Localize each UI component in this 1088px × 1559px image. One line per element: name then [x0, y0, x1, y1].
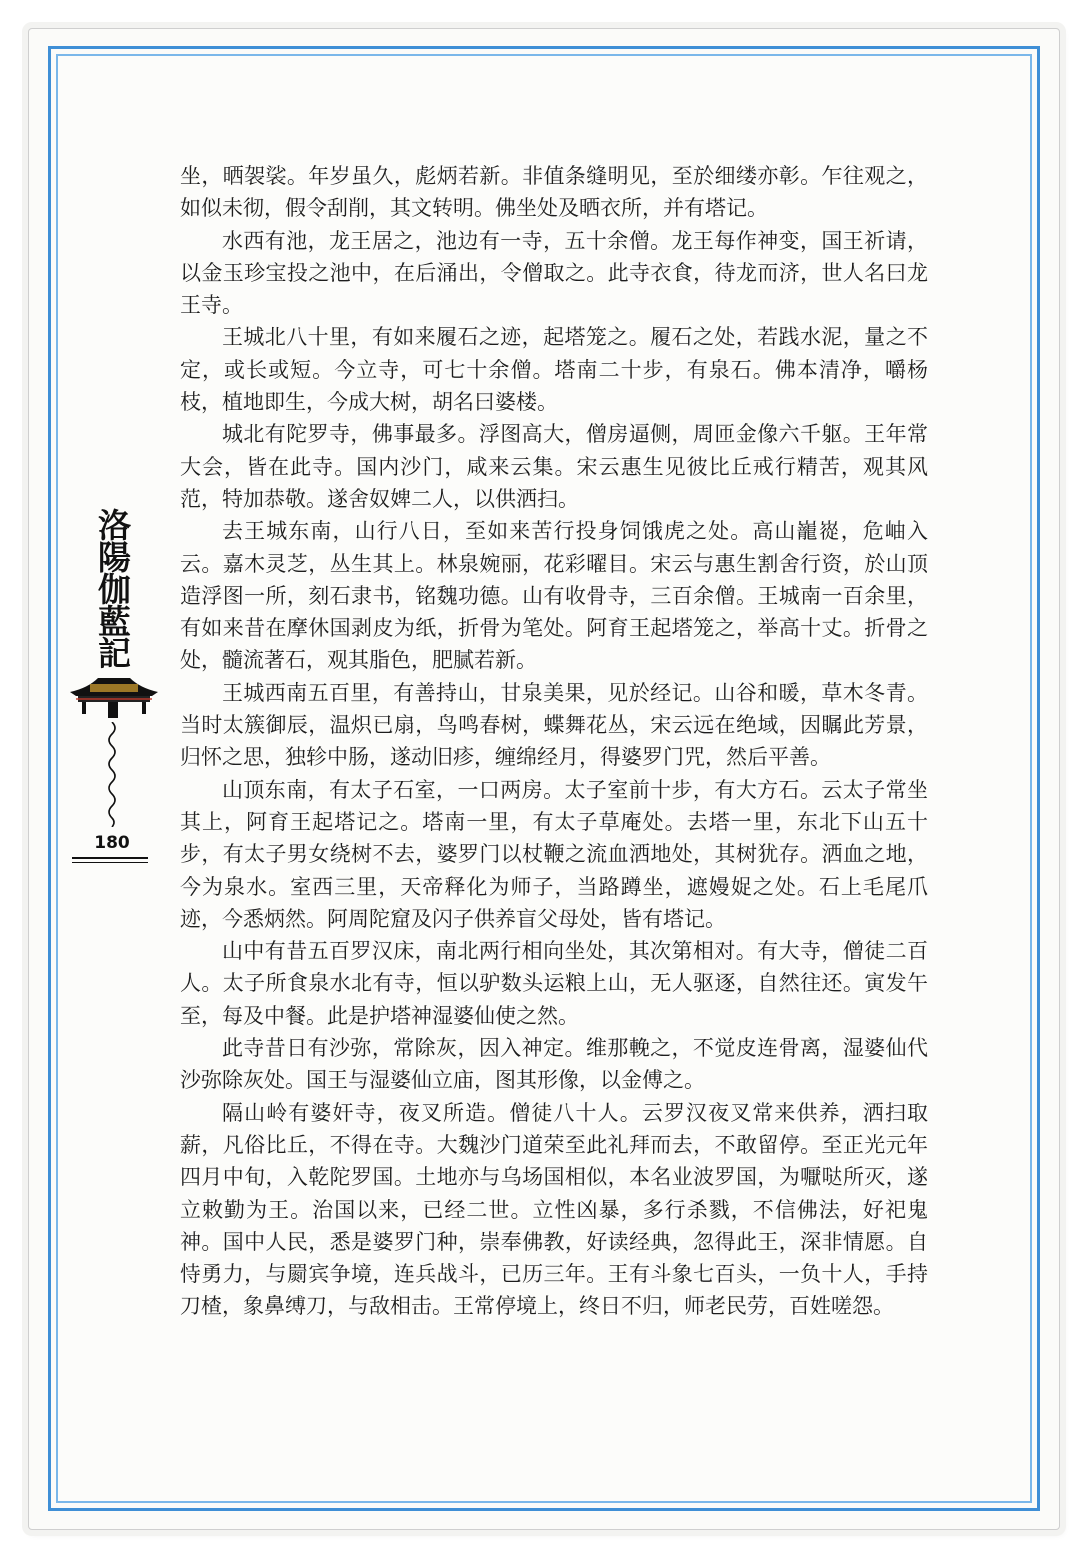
paragraph: 王城西南五百里，有善持山，甘泉美果，见於经记。山谷和暖，草木冬青。当时太簇御辰，温炽已扇，鸟鸣春树，蝶舞花丛，宋云远在绝域，因瞩此芳景，归怀之思，独轸中肠，遂动旧疹，缠绵经月，得婆罗门咒，然后平善。: [180, 680, 928, 770]
book-title-vertical: 洛陽伽藍記: [93, 508, 132, 668]
page-number-rule-thin: [72, 862, 148, 863]
body-text: [180, 160, 928, 1323]
paragraph: 坐，晒袈裟。年岁虽久，彪炳若新。非值条缝明见，至於细缕亦彰。乍往观之，如似未彻，假令刮削，其文转明。佛坐处及晒衣所，并有塔记。: [180, 164, 928, 221]
paragraph: 山顶东南，有太子石室，一口两房。太子室前十步，有大方石。云太子常坐其上，阿育王起塔记之。塔南一里，有太子草庵处。去塔一里，东北下山五十步，有太子男女绕树不去，婆罗门以杖鞭之流血洒地处，其树犹存。洒血之地，今为泉水。室西三里，天帝释化为师子，当路蹲坐，遮嫚娖之处。石上毛尾爪迹，今悉炳然。阿周陀窟及闪子供养盲父母处，皆有塔记。: [180, 777, 928, 931]
page-number-rule: [72, 857, 148, 859]
paragraph: 此寺昔日有沙弥，常除灰，因入神定。维那輓之，不觉皮连骨离，湿婆仙代沙弥除灰处。国王与湿婆仙立庙，图其形像，以金傅之。: [180, 1036, 928, 1093]
paragraph: 隔山岭有婆奸寺，夜叉所造。僧徒八十人。云罗汉夜叉常来供养，洒扫取薪，凡俗比丘，不得在寺。大魏沙门道荣至此礼拜而去，不敢留停。至正光元年四月中旬，入乾陀罗国。土地亦与乌场国相似，本名业波罗国，为嚈哒所灭，遂立敕勤为王。治国以来，已经二世。立性凶暴，多行杀戮，不信佛法，好祀鬼神。国中人民，悉是婆罗门种，崇奉佛教，好读经典，忽得此王，深非情愿。自恃勇力，与罽宾争境，连兵战斗，已历三年。王有斗象七百头，一负十人，手持刀楂，象鼻缚刀，与敌相击。王常停境上，终日不归，师老民劳，百姓嗟怨。: [180, 1100, 928, 1319]
hanging-chain-ornament: [104, 722, 120, 827]
pavilion-roof-icon: [68, 670, 160, 720]
page-number: 180: [94, 833, 130, 853]
paragraph: 王城北八十里，有如来履石之迹，起塔笼之。履石之处，若践水泥，量之不定，或长或短。今立寺，可七十余僧。塔南二十步，有泉石。佛本清净，嚼杨枝，植地即生，今成大树，胡名曰婆楼。: [180, 325, 928, 415]
paragraph: 山中有昔五百罗汉床，南北两行相向坐处，其次第相对。有大寺，僧徒二百人。太子所食泉水北有寺，恒以驴数头运粮上山，无人驱逐，自然往还。寅发午至，每及中餐。此是护塔神湿婆仙使之然。: [180, 939, 928, 1028]
paragraph: 城北有陀罗寺，佛事最多。浮图高大，僧房逼侧，周匝金像六千躯。王年常大会，皆在此寺。国内沙门，咸来云集。宋云惠生见彼比丘戒行精苦，观其风范，特加恭敬。遂舍奴婢二人，以供洒扫。: [180, 422, 928, 511]
paragraph: 去王城东南，山行八日，至如来苦行投身饲饿虎之处。高山巃嵸，危岫入云。嘉木灵芝，丛生其上。林泉婉丽，花彩曜目。宋云与惠生割舍行资，於山顶造浮图一所，刻石隶书，铭魏功德。山有收骨寺，三百余僧。王城南一百余里，有如来昔在摩休国剥皮为纸，折骨为笔处。阿育王起塔笼之，举高十丈。折骨之处，髓流著石，观其脂色，肥腻若新。: [180, 519, 928, 673]
paragraph: 水西有池，龙王居之，池边有一寺，五十余僧。龙王每作神变，国王祈请，以金玉珍宝投之池中，在后涌出，令僧取之。此寺衣食，待龙而济，世人名曰龙王寺。: [180, 228, 928, 318]
